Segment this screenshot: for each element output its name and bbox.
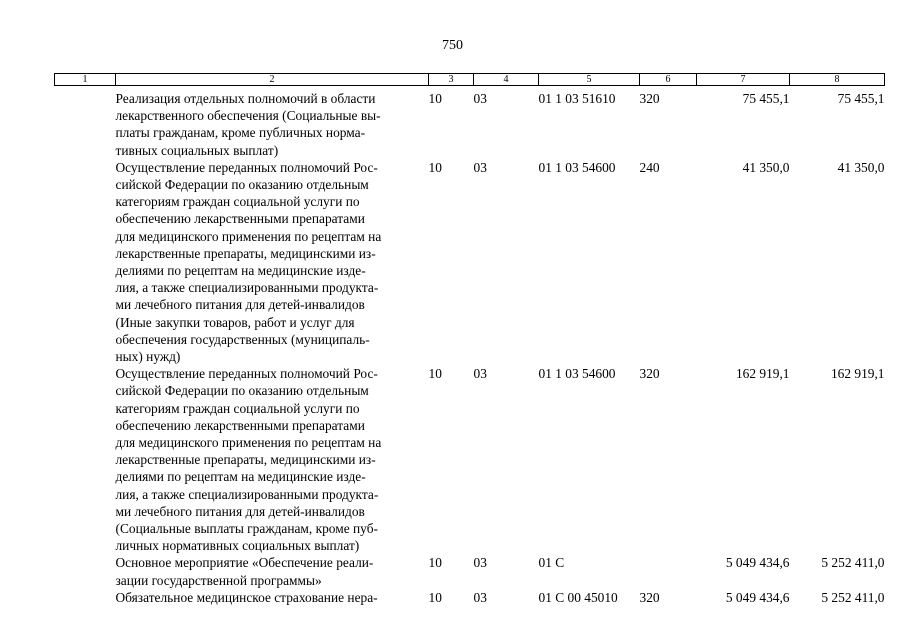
column-number: 4 xyxy=(474,74,539,86)
column-number: 6 xyxy=(640,74,697,86)
row-number-cell xyxy=(55,159,116,365)
subsection-cell: 03 xyxy=(473,366,487,382)
expense-type-cell: 320 xyxy=(639,366,660,382)
row-number-cell xyxy=(55,86,116,159)
expense-type-cell: 320 xyxy=(639,589,660,605)
column-number: 8 xyxy=(790,74,885,86)
column-number: 7 xyxy=(697,74,790,86)
amount-year1-cell: 41 350,0 xyxy=(742,159,790,175)
section-cell: 10 xyxy=(428,555,442,571)
amount-year2-cell: 5 252 411,0 xyxy=(821,589,885,605)
row-number-cell xyxy=(55,554,116,588)
amount-year1-cell: 75 455,1 xyxy=(742,91,790,106)
description-cell: Реализация отдельных полномочий в области лекарственного обеспечения (Социальные вы- платы гражданам, кроме публичных норма- тивных социальных выплат) xyxy=(115,91,381,158)
table-row xyxy=(55,159,885,365)
table-row xyxy=(55,86,885,159)
table-row xyxy=(55,365,885,554)
subsection-cell: 03 xyxy=(473,159,487,175)
table-row xyxy=(55,589,885,606)
row-number-cell xyxy=(55,589,116,606)
section-cell: 10 xyxy=(428,589,442,605)
subsection-cell: 03 xyxy=(473,555,487,571)
description-cell: Осуществление переданных полномочий Рос- сийской Федерации по оказанию отдельным категориям граждан социальной услуги по обеспечению лекарственными препаратами для медицинского применения по рецептам на лекарственные препараты, медицинскими из- делиями по рецептам на медицинские изде- лия, а также специализированными продукта- ми лечебного питания для детей-инвалидов (Социальные выплаты гражданам, кроме пуб- личных нормативных социальных выплат) xyxy=(115,366,382,554)
target-article-cell: 01 С xyxy=(538,555,565,571)
target-article-cell: 01 1 03 51610 xyxy=(538,91,616,106)
row-number-cell xyxy=(55,365,116,554)
description-cell: Осуществление переданных полномочий Рос- сийской Федерации по оказанию отдельным категориям граждан социальной услуги по обеспечению лекарственными препаратами для медицинского применения по рецептам на лекарственные препараты, медицинскими из- делиями по рецептам на медицинские изде- лия, а также специализированными продукта- ми лечебного питания для детей-инвалидов (Иные закупки товаров, работ и услуг для обеспечения государственных (муниципаль- ных) нужд) xyxy=(115,159,382,365)
description-cell: Обязательное медицинское страхование нера- xyxy=(115,589,378,605)
target-article-cell: 01 С 00 45010 xyxy=(538,589,618,605)
amount-year1-cell: 162 919,1 xyxy=(735,366,790,382)
budget-table xyxy=(54,73,885,606)
expense-type-cell: 320 xyxy=(639,91,660,106)
column-number: 1 xyxy=(55,74,116,86)
column-number: 2 xyxy=(116,74,429,86)
column-number-row xyxy=(55,74,885,86)
page-number: 750 xyxy=(442,38,463,53)
amount-year2-cell: 5 252 411,0 xyxy=(821,555,885,571)
amount-year2-cell: 162 919,1 xyxy=(830,366,885,382)
section-cell: 10 xyxy=(428,159,442,175)
section-cell: 10 xyxy=(428,366,442,382)
amount-year1-cell: 5 049 434,6 xyxy=(725,555,790,571)
amount-year1-cell: 5 049 434,6 xyxy=(725,589,790,605)
subsection-cell: 03 xyxy=(473,91,487,106)
target-article-cell: 01 1 03 54600 xyxy=(538,366,616,382)
section-cell: 10 xyxy=(428,91,442,106)
subsection-cell: 03 xyxy=(473,589,487,605)
expense-type-cell xyxy=(640,554,697,588)
column-number: 3 xyxy=(429,74,474,86)
amount-year2-cell: 41 350,0 xyxy=(837,159,885,175)
target-article-cell: 01 1 03 54600 xyxy=(538,159,616,175)
table-row xyxy=(55,554,885,588)
column-number: 5 xyxy=(539,74,640,86)
amount-year2-cell: 75 455,1 xyxy=(837,91,885,106)
description-cell: Основное мероприятие «Обеспечение реали- зации государственной программы» xyxy=(115,555,374,588)
expense-type-cell: 240 xyxy=(639,159,660,175)
